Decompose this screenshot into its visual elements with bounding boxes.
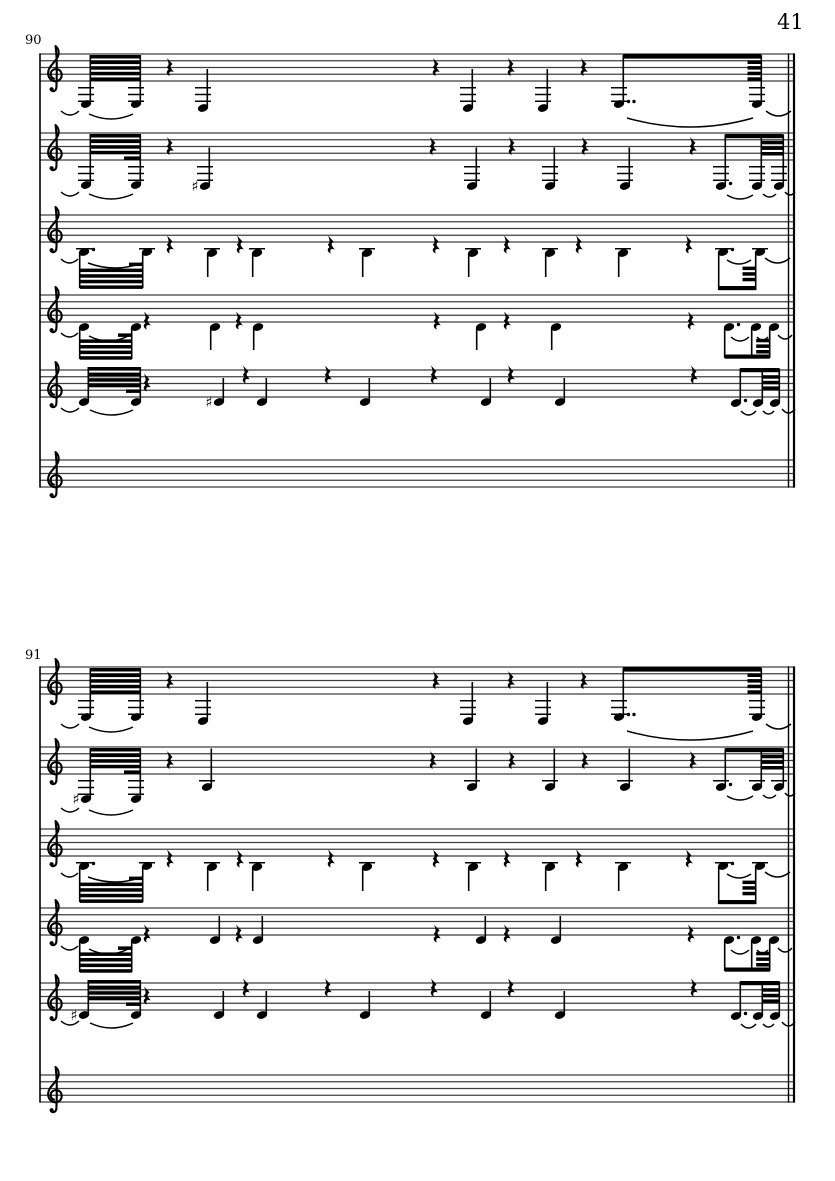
beam xyxy=(762,994,779,998)
quarter-rest xyxy=(576,850,583,868)
staff xyxy=(40,900,795,973)
quarter-rest xyxy=(508,366,515,384)
quarter-rest xyxy=(236,925,243,943)
note xyxy=(768,322,780,358)
staff xyxy=(40,821,795,904)
beam xyxy=(88,373,140,377)
beam xyxy=(762,760,783,764)
quarter-rest xyxy=(504,236,511,254)
tie xyxy=(61,946,78,950)
quarter-rest xyxy=(328,850,335,868)
note xyxy=(535,69,551,113)
augmentation-dot xyxy=(632,100,635,103)
sharp-accidental: ♯ xyxy=(191,178,199,195)
beam xyxy=(118,946,132,950)
beam xyxy=(748,685,762,689)
beam xyxy=(725,748,783,752)
quarter-rest xyxy=(504,312,511,330)
note xyxy=(78,367,90,407)
note xyxy=(256,378,268,407)
note xyxy=(554,378,566,407)
treble-clef-icon xyxy=(48,207,62,252)
note xyxy=(542,862,558,891)
beam xyxy=(762,141,783,145)
beam xyxy=(90,690,140,694)
beam xyxy=(90,151,140,155)
note xyxy=(475,916,487,945)
quarter-rest xyxy=(576,236,583,254)
beam xyxy=(762,152,783,156)
note xyxy=(730,982,747,1022)
note xyxy=(542,148,558,192)
beam xyxy=(90,679,140,683)
treble-clef-icon xyxy=(48,739,62,784)
quarter-rest xyxy=(688,925,695,943)
beam xyxy=(748,690,762,694)
tie xyxy=(90,410,133,415)
note xyxy=(713,135,732,192)
beam xyxy=(80,894,143,898)
augmentation-dot xyxy=(731,862,734,865)
beam xyxy=(743,267,756,271)
tie xyxy=(61,192,79,196)
measure-number-90: 90 xyxy=(25,33,42,48)
beam xyxy=(623,667,761,672)
beam xyxy=(88,367,140,371)
tie xyxy=(61,808,79,812)
quarter-rest xyxy=(144,312,151,330)
beam xyxy=(756,963,770,967)
note xyxy=(715,247,734,290)
beam xyxy=(80,883,143,887)
note xyxy=(550,322,562,350)
note xyxy=(249,862,265,891)
tie xyxy=(778,948,792,952)
beam xyxy=(762,375,779,379)
sharp-accidental: ♯ xyxy=(205,394,213,411)
note xyxy=(213,991,225,1020)
treble-clef-icon xyxy=(48,821,62,866)
quarter-rest xyxy=(325,979,332,997)
note xyxy=(465,248,481,277)
beam xyxy=(88,378,140,382)
note xyxy=(554,991,566,1020)
staff xyxy=(40,207,795,290)
beam xyxy=(90,685,140,689)
beam xyxy=(90,759,140,763)
augmentation-dot xyxy=(737,323,740,326)
beam xyxy=(80,356,132,360)
note xyxy=(359,862,375,891)
quarter-rest xyxy=(167,850,174,868)
beam xyxy=(740,981,779,985)
treble-clef-icon xyxy=(48,1067,62,1112)
treble-clef-icon xyxy=(48,362,62,407)
note xyxy=(205,378,225,411)
tie xyxy=(765,258,790,263)
augmentation-dot xyxy=(744,399,747,402)
staff xyxy=(40,452,795,497)
beam xyxy=(88,384,140,388)
note xyxy=(475,322,487,350)
measure-number-91: 91 xyxy=(25,648,42,663)
staff xyxy=(40,287,795,360)
note xyxy=(768,935,780,971)
note xyxy=(130,322,142,359)
note xyxy=(460,682,476,726)
quarter-rest xyxy=(686,850,693,868)
treble-clef-icon xyxy=(48,46,62,91)
note xyxy=(617,749,633,793)
beam xyxy=(756,350,770,354)
tie xyxy=(766,111,791,116)
beam xyxy=(725,134,783,138)
beam xyxy=(90,66,140,70)
note xyxy=(252,322,264,350)
quarter-rest xyxy=(433,850,440,868)
beam xyxy=(90,72,140,76)
tie xyxy=(727,260,751,264)
treble-clef-icon xyxy=(48,287,62,332)
beam xyxy=(90,61,140,65)
note xyxy=(715,861,734,904)
tie xyxy=(763,795,776,798)
quarter-rest xyxy=(504,850,511,868)
tie xyxy=(727,874,751,878)
tie xyxy=(89,810,133,815)
beam xyxy=(743,272,756,276)
beam xyxy=(90,145,140,149)
tie xyxy=(61,408,79,412)
note xyxy=(70,980,90,1024)
augmentation-dot xyxy=(731,248,734,251)
note xyxy=(359,991,371,1020)
note xyxy=(191,148,213,195)
quarter-rest xyxy=(144,925,151,943)
beam xyxy=(748,77,762,81)
beam xyxy=(743,886,756,890)
beam xyxy=(88,991,140,995)
tie xyxy=(90,1023,133,1028)
note xyxy=(195,682,211,726)
tie xyxy=(731,337,749,341)
beam xyxy=(90,134,140,138)
tie xyxy=(89,194,133,199)
augmentation-dot xyxy=(632,713,635,716)
beam xyxy=(80,280,143,284)
note xyxy=(542,749,558,793)
beam xyxy=(725,968,770,972)
beam xyxy=(719,286,756,290)
note xyxy=(615,862,631,891)
tie xyxy=(741,411,756,415)
note xyxy=(752,369,764,409)
augmentation-dot xyxy=(627,100,630,103)
tie xyxy=(61,724,79,728)
quarter-rest xyxy=(686,236,693,254)
note xyxy=(611,55,636,109)
tie xyxy=(627,731,753,740)
tie xyxy=(727,796,753,800)
beam xyxy=(762,988,779,992)
tie xyxy=(778,335,792,339)
augmentation-dot xyxy=(729,783,732,786)
note xyxy=(204,862,220,891)
beam xyxy=(748,679,762,683)
tie xyxy=(61,259,78,263)
beam xyxy=(762,381,779,385)
beam xyxy=(80,269,143,273)
beam xyxy=(748,674,762,678)
beam xyxy=(743,278,756,282)
quarter-rest xyxy=(691,366,698,384)
staff xyxy=(40,1067,795,1112)
beam xyxy=(88,986,140,990)
beam xyxy=(90,55,140,59)
beam xyxy=(90,674,140,678)
note xyxy=(480,378,492,407)
beam xyxy=(118,333,132,337)
beam xyxy=(80,969,132,973)
treble-clef-icon xyxy=(48,659,62,704)
tie xyxy=(627,118,753,127)
quarter-rest xyxy=(434,312,441,330)
beam xyxy=(623,54,761,59)
tie xyxy=(763,194,776,197)
note xyxy=(464,749,480,793)
beam xyxy=(88,980,140,984)
sharp-accidental: ♯ xyxy=(70,1007,78,1024)
staff xyxy=(40,125,795,199)
treble-clef-icon xyxy=(48,452,62,497)
score xyxy=(40,46,795,1112)
treble-clef-icon xyxy=(48,125,62,170)
staff xyxy=(40,975,795,1028)
tie xyxy=(89,727,133,732)
note xyxy=(480,991,492,1020)
note xyxy=(535,682,551,726)
quarter-rest xyxy=(508,979,515,997)
quarter-rest xyxy=(504,925,511,943)
tie xyxy=(61,333,78,337)
beam xyxy=(80,899,143,903)
beam xyxy=(90,765,140,769)
beam xyxy=(90,77,140,81)
note xyxy=(460,69,476,113)
treble-clef-icon xyxy=(48,900,62,945)
note xyxy=(130,935,142,972)
note xyxy=(195,69,211,113)
beam xyxy=(725,355,770,359)
system-measure-91 xyxy=(40,659,795,1112)
note xyxy=(465,862,481,891)
beam xyxy=(743,892,756,896)
treble-clef-icon xyxy=(48,975,62,1020)
beam xyxy=(80,285,143,289)
quarter-rest xyxy=(691,979,698,997)
note xyxy=(730,369,747,409)
beam xyxy=(90,140,140,144)
beam xyxy=(126,1002,140,1006)
beam xyxy=(719,900,756,904)
quarter-rest xyxy=(237,236,244,254)
note xyxy=(249,248,265,277)
quarter-rest xyxy=(243,366,250,384)
note xyxy=(615,248,631,277)
beam xyxy=(748,61,762,65)
quarter-rest xyxy=(236,312,243,330)
note xyxy=(611,668,636,722)
tie xyxy=(766,724,791,729)
quarter-rest xyxy=(167,236,174,254)
staff xyxy=(40,362,795,415)
tie xyxy=(61,111,79,115)
note xyxy=(359,378,371,407)
augmentation-dot xyxy=(744,1012,747,1015)
tie xyxy=(741,1024,756,1028)
beam xyxy=(756,957,770,961)
quarter-rest xyxy=(433,236,440,254)
beam xyxy=(90,748,140,752)
quarter-rest xyxy=(434,925,441,943)
beam xyxy=(80,888,143,892)
beam xyxy=(126,389,140,393)
sharp-accidental: ♯ xyxy=(72,791,80,808)
note xyxy=(204,248,220,277)
beam xyxy=(762,146,783,150)
note xyxy=(72,748,94,808)
quarter-rest xyxy=(431,979,438,997)
tie xyxy=(763,1024,774,1027)
beam xyxy=(762,999,779,1003)
beam xyxy=(124,156,140,160)
quarter-rest xyxy=(243,979,250,997)
tie xyxy=(61,873,78,877)
note xyxy=(359,248,375,277)
beam xyxy=(80,964,132,968)
quarter-rest xyxy=(328,236,335,254)
staff xyxy=(40,739,795,815)
beam xyxy=(740,368,779,372)
staff xyxy=(40,46,795,127)
beam xyxy=(80,274,143,278)
tie xyxy=(763,411,774,414)
tie xyxy=(765,872,790,877)
quarter-rest xyxy=(325,366,332,384)
beam xyxy=(743,881,756,885)
beam xyxy=(756,344,770,348)
note xyxy=(752,982,764,1022)
quarter-rest xyxy=(431,366,438,384)
note xyxy=(713,749,732,793)
system-measure-90 xyxy=(40,46,795,497)
tie xyxy=(89,114,133,119)
beam xyxy=(762,766,783,770)
beam xyxy=(90,668,140,672)
note xyxy=(209,322,221,350)
augmentation-dot xyxy=(737,936,740,939)
tie xyxy=(727,195,753,199)
tie xyxy=(731,950,749,954)
note xyxy=(256,991,268,1020)
beam xyxy=(748,72,762,76)
beam xyxy=(80,958,132,962)
beam xyxy=(748,66,762,70)
note xyxy=(550,916,562,945)
beam xyxy=(90,754,140,758)
beam xyxy=(762,386,779,390)
note xyxy=(464,148,480,192)
note xyxy=(209,916,221,945)
note xyxy=(252,916,264,945)
beam xyxy=(762,755,783,759)
augmentation-dot xyxy=(92,248,95,251)
page-number: 41 xyxy=(777,10,804,34)
quarter-rest xyxy=(237,850,244,868)
augmentation-dot xyxy=(627,713,630,716)
beam xyxy=(80,351,132,355)
quarter-rest xyxy=(688,312,695,330)
note xyxy=(542,248,558,277)
staff xyxy=(40,659,795,740)
beam xyxy=(124,770,140,774)
augmentation-dot xyxy=(729,182,732,185)
beam xyxy=(80,345,132,349)
beam xyxy=(88,997,140,1001)
augmentation-dot xyxy=(92,862,95,865)
note xyxy=(199,749,215,793)
note xyxy=(617,148,633,192)
